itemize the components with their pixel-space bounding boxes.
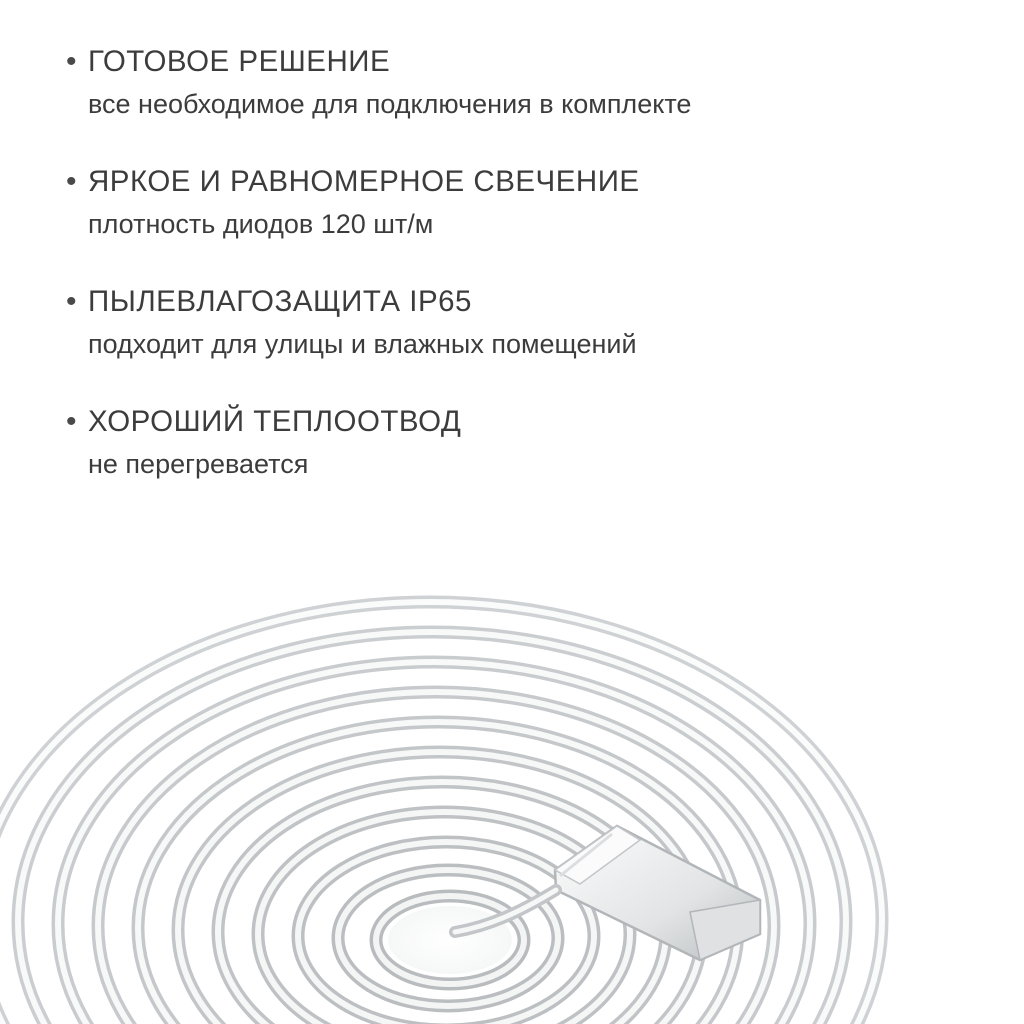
feature-item-heat-dissipation bbox=[66, 400, 986, 484]
feature-item-ready-solution bbox=[66, 40, 986, 124]
feature-text-block bbox=[88, 280, 986, 364]
feature-text-block bbox=[88, 40, 986, 124]
feature-subtitle: плотность диодов 120 шт/м bbox=[88, 209, 434, 239]
feature-title: ЯРКОЕ И РАВНОМЕРНОЕ СВЕЧЕНИЕ bbox=[88, 165, 640, 198]
product-photo bbox=[0, 560, 1024, 1024]
feature-title: ГОТОВОЕ РЕШЕНИЕ bbox=[88, 45, 391, 78]
bullet-icon: • bbox=[66, 165, 77, 198]
feature-subtitle: не перегревается bbox=[88, 449, 309, 479]
feature-title: ХОРОШИЙ ТЕПЛООТВОД bbox=[88, 405, 462, 438]
feature-subtitle: подходит для улицы и влажных помещений bbox=[88, 329, 637, 359]
led-neon-strip-coil-illustration bbox=[0, 560, 1024, 1024]
feature-title: ПЫЛЕВЛАГОЗАЩИТА IP65 bbox=[88, 285, 472, 318]
bullet-icon: • bbox=[66, 285, 77, 318]
feature-subtitle: все необходимое для подключения в комплекте bbox=[88, 89, 692, 119]
bullet-icon: • bbox=[66, 45, 77, 78]
feature-text-block bbox=[88, 400, 986, 484]
feature-text-block bbox=[88, 160, 986, 244]
feature-item-ip65-protection bbox=[66, 280, 986, 364]
bullet-icon: • bbox=[66, 405, 77, 438]
feature-list bbox=[66, 40, 986, 484]
feature-item-bright-uniform-glow bbox=[66, 160, 986, 244]
